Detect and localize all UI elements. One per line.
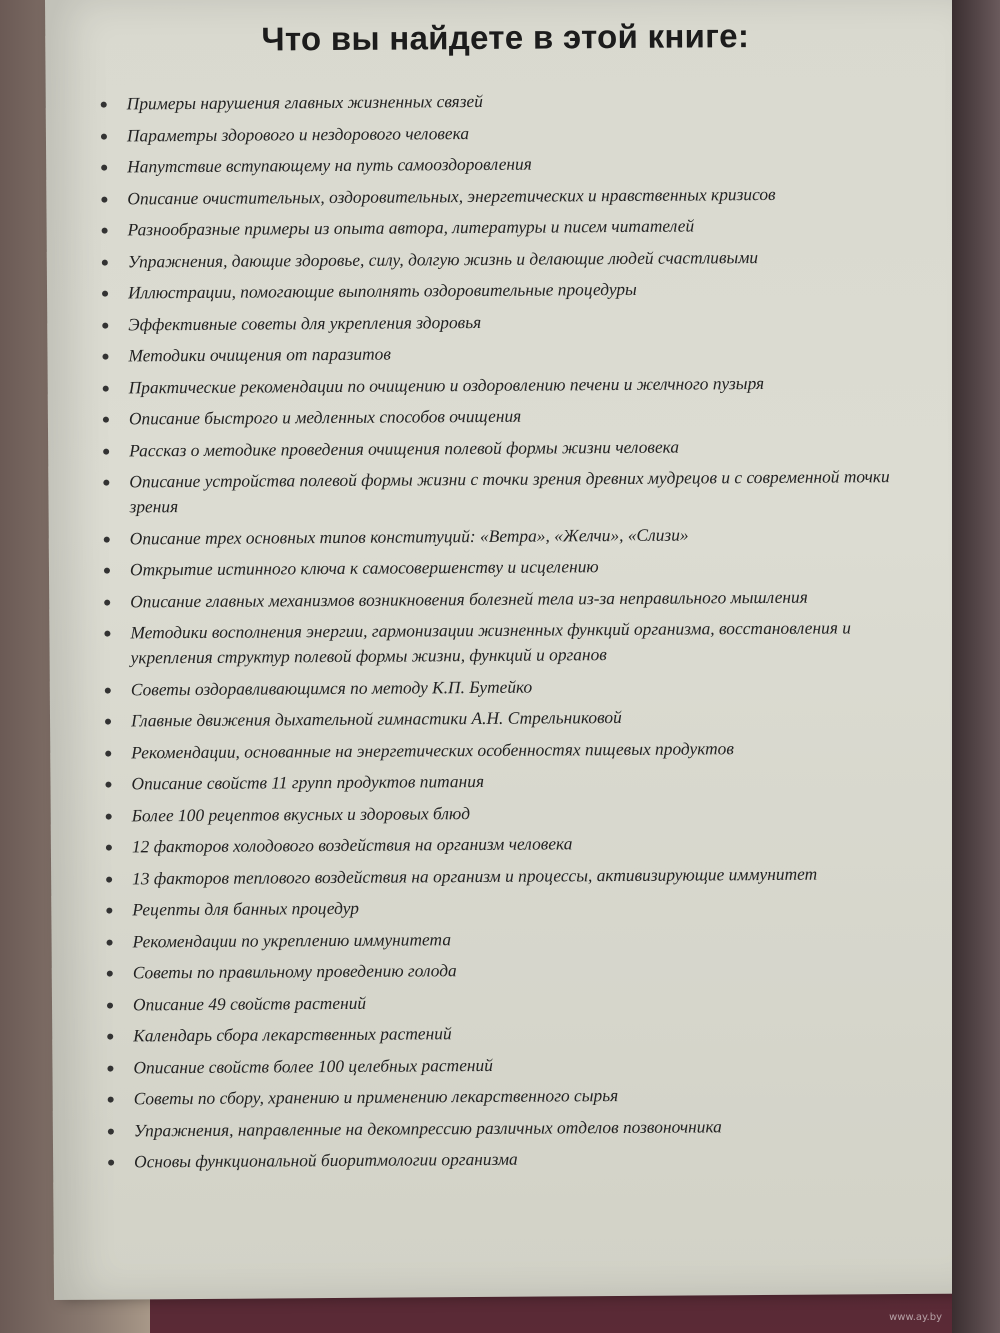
list-item <box>107 987 897 1018</box>
list-item <box>108 1113 898 1144</box>
list-item <box>102 244 892 275</box>
bullet-icon <box>102 354 108 360</box>
list-item-text: Параметры здорового и нездорового человека <box>126 122 470 145</box>
list-item <box>104 552 894 583</box>
bullet-icon <box>101 102 107 108</box>
bullet-icon <box>104 631 110 637</box>
list-item-text: Советы оздоравливающимся по методу К.П. Бутейко <box>130 676 533 699</box>
list-item <box>108 1081 898 1112</box>
bullet-icon <box>107 1034 113 1040</box>
list-item-text: Напутствие вступающему на путь самооздоровления <box>127 153 532 177</box>
list-item <box>103 370 893 401</box>
list-item <box>107 955 897 986</box>
list-item-text: 13 факторов теплового воздействия на организм и процессы, активизирующие иммунитет <box>132 863 818 888</box>
list-item-text: Примеры нарушения главных жизненных связей <box>126 90 483 114</box>
list-item-text: Описание быстрого и медленных способов очищения <box>128 405 522 429</box>
list-item-text: Описание очистительных, оздоровительных, энергетических и нравственных кризисов <box>127 183 776 208</box>
list-item-text: Методики восполнения энергии, гармонизации жизненных функций организма, восстановления и укрепления структур полевой формы жизни, функций и органов <box>130 617 851 668</box>
bullet-icon <box>104 536 110 542</box>
list-item <box>108 1144 898 1175</box>
bullet-icon <box>101 133 107 139</box>
list-item <box>104 615 894 671</box>
bullet-icon <box>106 876 112 882</box>
list-item <box>106 798 896 829</box>
list-item <box>101 118 891 149</box>
list-item-text: Описание свойств более 100 целебных растений <box>133 1054 493 1077</box>
list-item <box>101 86 891 117</box>
list-item-text: Главные движения дыхательной гимнастики А.Н. Стрельниковой <box>130 706 622 731</box>
list-item <box>105 735 895 766</box>
bullet-icon <box>105 719 111 725</box>
list-item-text: Иллюстрации, помогающие выполнять оздоровительные процедуры <box>127 278 637 303</box>
list-item <box>105 703 895 734</box>
list-item <box>102 338 892 369</box>
bullet-icon <box>107 971 113 977</box>
bullet-icon <box>101 196 107 202</box>
bullet-icon <box>107 1002 113 1008</box>
bullet-icon <box>106 845 112 851</box>
list-item <box>107 1018 897 1049</box>
bullet-icon <box>104 599 110 605</box>
list-item <box>104 584 894 615</box>
list-item-text: Упражнения, дающие здоровье, силу, долгую жизнь и делающие людей счастливыми <box>127 246 759 271</box>
bullet-icon <box>108 1160 114 1166</box>
list-item <box>102 307 892 338</box>
bullet-icon <box>107 1065 113 1071</box>
list-item-text: Эффективные советы для укрепления здоровья <box>128 311 482 334</box>
bullet-icon <box>103 448 109 454</box>
list-item-text: Описание трех основных типов конституций: «Ветра», «Желчи», «Слизи» <box>129 524 689 548</box>
list-item-text: 12 факторов холодового воздействия на организм человека <box>131 833 573 857</box>
list-item-text: Советы по сбору, хранению и применению лекарственного сырья <box>133 1085 619 1109</box>
list-item-text: Более 100 рецептов вкусных и здоровых блюд <box>131 802 471 825</box>
list-item-text: Рекомендации по укреплению иммунитета <box>132 928 452 951</box>
bullet-icon <box>105 750 111 756</box>
bullet-icon <box>102 291 108 297</box>
list-item-text: Описание главных механизмов возникновения болезней тела из-за неправильного мышления <box>130 586 808 611</box>
list-item <box>106 924 896 955</box>
list-item-text: Описание устройства полевой формы жизни с точки зрения древних мудрецов и с современной точки зрения <box>129 466 890 517</box>
list-item-text: Открытие истинного ключа к самосовершенству и исцелению <box>129 556 599 580</box>
bullet-icon <box>107 939 113 945</box>
bullet-icon <box>103 385 109 391</box>
list-item-text: Рассказ о методике проведения очищения полевой формы жизни человека <box>129 436 680 460</box>
list-item <box>102 275 892 306</box>
list-item-text: Описание 49 свойств растений <box>132 992 367 1014</box>
bullet-icon <box>103 480 109 486</box>
list-item-text: Календарь сбора лекарственных растений <box>133 1023 452 1046</box>
bullet-icon <box>104 568 110 574</box>
bullet-icon <box>102 259 108 265</box>
list-item <box>101 149 891 180</box>
list-item-text: Разнообразные примеры из опыта автора, литературы и писем читателей <box>127 215 695 240</box>
bullet-icon <box>108 1097 114 1103</box>
list-item-text: Упражнения, направленные на декомпрессию различных отделов позвоночника <box>133 1115 722 1140</box>
list-item-text: Методики очищения от паразитов <box>128 343 391 366</box>
list-item <box>106 892 896 923</box>
bullet-icon <box>105 687 111 693</box>
list-item-text: Основы функциональной биоритмологии организма <box>134 1148 518 1172</box>
bullet-icon <box>106 908 112 914</box>
right-page-edge <box>952 0 1000 1333</box>
watermark: www.ay.by <box>889 1312 942 1323</box>
list-item <box>102 212 892 243</box>
list-item <box>103 464 893 520</box>
list-item <box>104 521 894 552</box>
page-title: Что вы найдете в этой книге: <box>261 17 750 58</box>
book-page <box>45 0 964 1300</box>
bullet-icon <box>102 322 108 328</box>
bullet-icon <box>101 165 107 171</box>
list-item <box>106 829 896 860</box>
list-item-text: Рецепты для банных процедур <box>132 897 359 920</box>
bullet-icon <box>106 813 112 819</box>
list-item <box>101 181 891 212</box>
list-item-text: Советы по правильному проведению голода <box>132 960 457 983</box>
list-item <box>103 401 893 432</box>
bullet-icon <box>103 417 109 423</box>
list-item-text: Описание свойств 11 групп продуктов питания <box>131 770 485 794</box>
contents-list <box>101 86 899 1181</box>
list-item <box>106 861 896 892</box>
list-item <box>103 433 893 464</box>
list-item <box>105 766 895 797</box>
list-item-text: Рекомендации, основанные на энергетических особенностях пищевых продуктов <box>131 737 734 762</box>
bullet-icon <box>108 1128 114 1134</box>
bullet-icon <box>102 228 108 234</box>
list-item <box>105 672 895 703</box>
list-item-text: Практические рекомендации по очищению и оздоровлению печени и желчного пузыря <box>128 372 765 397</box>
bullet-icon <box>105 782 111 788</box>
list-item <box>107 1050 897 1081</box>
